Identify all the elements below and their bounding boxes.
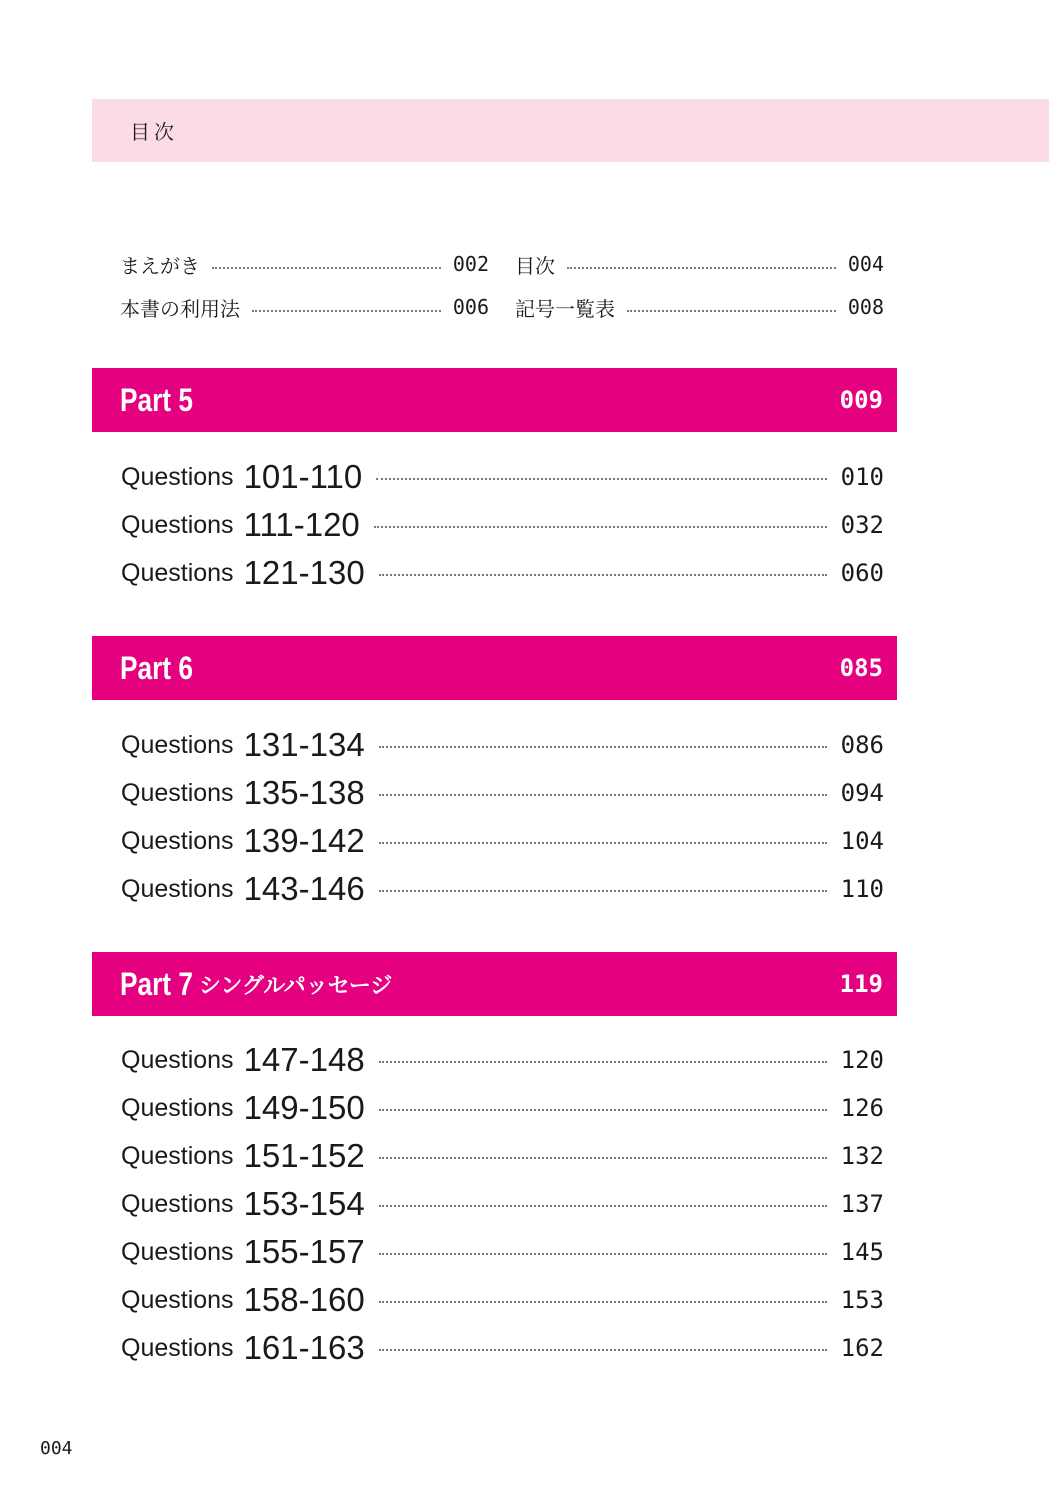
question-range: 155-157 [243,1233,365,1270]
toc-row[interactable] [121,1184,884,1224]
toc-entry-mokuji[interactable] [515,250,884,279]
part-title: Part 6 [120,649,193,686]
questions-label: Questions [121,558,234,587]
part-page: 085 [839,654,883,682]
part-header-6[interactable] [92,636,897,700]
toc-row[interactable] [121,869,884,909]
dot-leader [627,310,836,312]
question-range: 161-163 [243,1329,365,1366]
entry-page: 006 [452,295,489,319]
entry-page: 004 [847,252,884,276]
entry-page: 126 [840,1094,884,1122]
toc-row[interactable] [121,505,884,545]
dot-leader [379,1205,827,1207]
part-title: Part 5 [120,381,193,418]
part-header-7[interactable] [92,952,897,1016]
dot-leader [376,478,826,480]
entry-page: 002 [452,252,489,276]
dot-leader [379,1349,827,1351]
dot-leader [567,267,836,269]
question-range: 101-110 [243,458,363,495]
question-range: 139-142 [243,822,365,859]
questions-label: Questions [121,874,234,903]
entry-page: 008 [847,295,884,319]
toc-row[interactable] [121,457,884,497]
entry-page: 086 [840,731,884,759]
questions-label: Questions [121,1045,234,1074]
question-range: 131-134 [243,726,365,763]
part-page: 009 [839,386,883,414]
dot-leader [379,574,827,576]
entry-label: 目次 [515,253,555,278]
questions-label: Questions [121,1093,234,1122]
toc-row[interactable] [121,1088,884,1128]
dot-leader [374,526,827,528]
entry-label: まえがき [120,253,200,278]
toc-row[interactable] [121,1328,884,1368]
entry-page: 094 [840,779,884,807]
question-range: 135-138 [243,774,365,811]
toc-row[interactable] [121,1136,884,1176]
questions-label: Questions [121,1333,234,1362]
questions-label: Questions [121,730,234,759]
entry-page: 162 [840,1334,884,1362]
questions-label: Questions [121,1237,234,1266]
page-number: 004 [40,1438,73,1459]
questions-label: Questions [121,778,234,807]
dot-leader [252,310,441,312]
entry-page: 110 [840,875,884,903]
questions-label: Questions [121,1285,234,1314]
toc-row[interactable] [121,773,884,813]
entry-page: 104 [840,827,884,855]
toc-row[interactable] [121,1280,884,1320]
question-range: 111-120 [243,506,360,543]
part-title: Part 7 [120,965,193,1002]
entry-page: 137 [840,1190,884,1218]
question-range: 158-160 [243,1281,365,1318]
questions-label: Questions [121,1189,234,1218]
toc-entry-symbols[interactable] [515,293,884,322]
dot-leader [379,1109,827,1111]
toc-row[interactable] [121,1232,884,1272]
entry-label: 記号一覧表 [515,296,615,321]
entry-page: 060 [840,559,884,587]
part-header-5[interactable] [92,368,897,432]
entry-page: 132 [840,1142,884,1170]
questions-label: Questions [121,826,234,855]
toc-row[interactable] [121,1040,884,1080]
part-page: 119 [839,970,883,998]
entry-page: 145 [840,1238,884,1266]
dot-leader [379,794,827,796]
intro-row [120,249,884,279]
questions-label: Questions [121,510,234,539]
entry-page: 010 [840,463,884,491]
toc-row[interactable] [121,821,884,861]
question-range: 153-154 [243,1185,365,1222]
page-title: 目次 [130,120,178,144]
dot-leader [379,1301,827,1303]
question-range: 147-148 [243,1041,365,1078]
question-range: 121-130 [243,554,365,591]
dot-leader [379,1061,827,1063]
question-range: 151-152 [243,1137,365,1174]
dot-leader [379,746,827,748]
entry-page: 153 [840,1286,884,1314]
header-band [92,99,1049,162]
dot-leader [379,890,827,892]
question-range: 149-150 [243,1089,365,1126]
toc-row[interactable] [121,725,884,765]
toc-row[interactable] [121,553,884,593]
toc-entry-maegaki[interactable] [120,250,489,279]
entry-page: 032 [840,511,884,539]
questions-label: Questions [121,462,234,491]
dot-leader [379,1157,827,1159]
intro-row [120,292,884,322]
entry-page: 120 [840,1046,884,1074]
part-subtitle: シングルパッセージ [198,973,393,999]
dot-leader [212,267,441,269]
toc-entry-usage[interactable] [120,293,489,322]
questions-label: Questions [121,1141,234,1170]
dot-leader [379,842,827,844]
dot-leader [379,1253,827,1255]
question-range: 143-146 [243,870,365,907]
entry-label: 本書の利用法 [120,296,240,321]
